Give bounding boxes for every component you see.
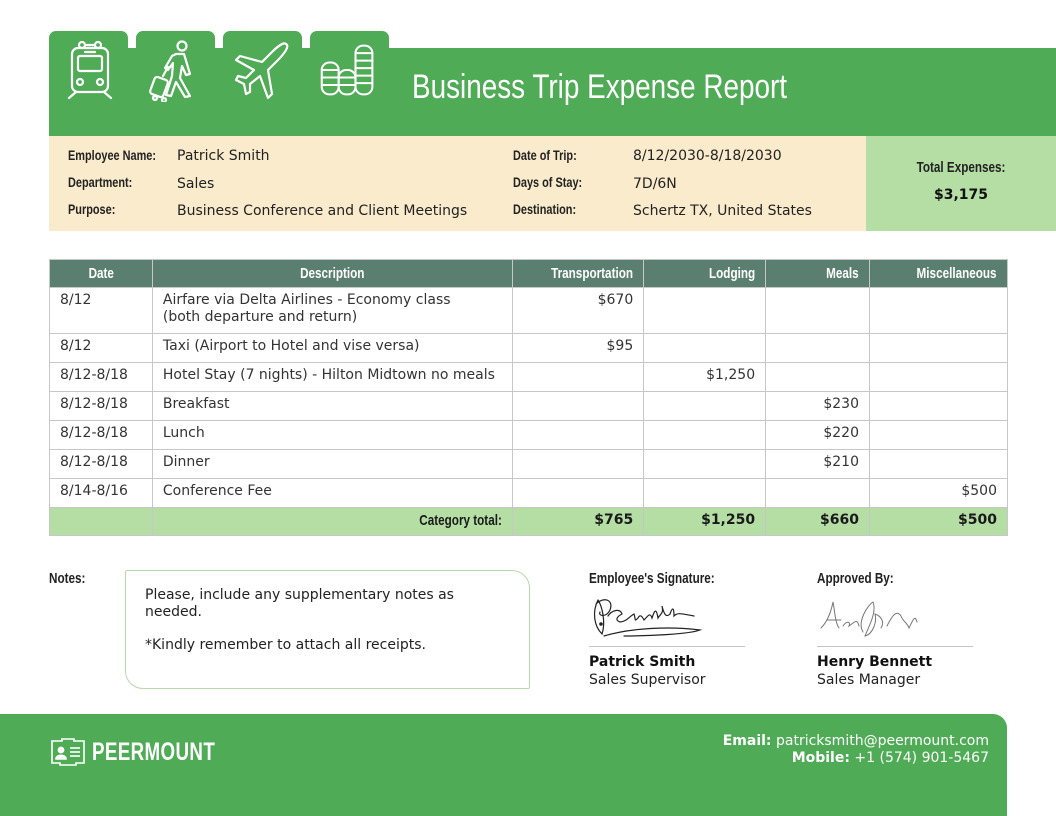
cell-lodging: $1,250: [644, 363, 766, 392]
employee-signature-line: [589, 646, 745, 647]
notes-line: Please, include any supplementary notes as needed.: [145, 587, 454, 620]
cell-miscellaneous: [870, 363, 1008, 392]
email-line: [723, 733, 989, 750]
days-of-stay-value: 7D/6N: [633, 176, 677, 192]
cell-meals: [766, 363, 870, 392]
cell-description: [152, 288, 512, 334]
cell-date: 8/12: [50, 288, 153, 334]
cell-date: 8/12-8/18: [50, 450, 153, 479]
total-expenses-label: Total Expenses:: [916, 159, 1006, 176]
contact-info: [723, 733, 989, 767]
approver-signature-role: Sales Manager: [817, 672, 921, 688]
approver-signature-line: [817, 646, 973, 647]
table-row: [50, 288, 1008, 334]
purpose-value: Business Conference and Client Meetings: [177, 203, 468, 219]
notes-line: *Kindly remember to attach all receipts.: [145, 637, 426, 653]
cell-miscellaneous: $500: [870, 479, 1008, 508]
employee-signature-label: Employee's Signature:: [589, 570, 715, 587]
table-row: [50, 392, 1008, 421]
table-row: [50, 421, 1008, 450]
total-transportation: $765: [513, 508, 644, 536]
total-miscellaneous: $500: [870, 508, 1008, 536]
cell-miscellaneous: [870, 450, 1008, 479]
date-of-trip-value: 8/12/2030-8/18/2030: [633, 148, 782, 164]
mobile-line: [723, 750, 989, 767]
cell-meals: [766, 479, 870, 508]
approver-signature-name: Henry Bennett: [817, 654, 933, 670]
train-icon: [60, 38, 120, 102]
department-value: Sales: [177, 176, 215, 192]
employee-name-label: Employee Name:: [68, 147, 157, 163]
id-card-icon: [50, 738, 86, 766]
cell-description: Lunch: [152, 421, 512, 450]
mobile-number: +1 (574) 901-5467: [854, 750, 989, 766]
cell-date: 8/14-8/16: [50, 479, 153, 508]
cell-lodging: [644, 421, 766, 450]
cell-miscellaneous: [870, 421, 1008, 450]
brand-logo: [50, 736, 256, 768]
total-expenses-value: $3,175: [933, 187, 989, 203]
traveler-luggage-icon: [146, 38, 206, 102]
column-header-meals: Meals: [766, 260, 870, 288]
notes-box[interactable]: [125, 570, 530, 689]
cell-lodging: [644, 334, 766, 363]
cell-meals: [766, 288, 870, 334]
cell-transportation: $95: [513, 334, 644, 363]
cell-meals: $220: [766, 421, 870, 450]
column-header-lodging: Lodging: [644, 260, 766, 288]
cell-transportation: [513, 450, 644, 479]
cell-miscellaneous: [870, 392, 1008, 421]
destination-label: Destination:: [513, 201, 577, 217]
cell-description: Conference Fee: [152, 479, 512, 508]
mobile-label: Mobile:: [791, 750, 850, 766]
approver-signature-image: [817, 592, 947, 642]
date-of-trip-label: Date of Trip:: [513, 147, 577, 163]
table-row: [50, 334, 1008, 363]
table-header-row: [50, 260, 1008, 288]
cell-description: Hotel Stay (7 nights) - Hilton Midtown no meals: [152, 363, 512, 392]
cell-transportation: $670: [513, 288, 644, 334]
cell-meals: [766, 334, 870, 363]
table-row: [50, 479, 1008, 508]
column-header-transportation: Transportation: [513, 260, 644, 288]
destination-value: Schertz TX, United States: [633, 203, 812, 219]
total-meals: $660: [766, 508, 870, 536]
cell-meals: $210: [766, 450, 870, 479]
table-row: [50, 363, 1008, 392]
column-header-description: Description: [152, 260, 512, 288]
cell-date: 8/12: [50, 334, 153, 363]
purpose-label: Purpose:: [68, 201, 116, 217]
column-header-miscellaneous: Miscellaneous: [870, 260, 1008, 288]
cell-miscellaneous: [870, 288, 1008, 334]
employee-signature-image: [590, 592, 720, 642]
days-of-stay-label: Days of Stay:: [513, 174, 583, 190]
brand-name: PEERMOUNT: [92, 737, 216, 766]
cell-transportation: [513, 392, 644, 421]
employee-name-value: Patrick Smith: [177, 148, 270, 164]
cell-date: 8/12-8/18: [50, 392, 153, 421]
cell-empty: [50, 508, 153, 536]
cell-meals: $230: [766, 392, 870, 421]
total-lodging: $1,250: [644, 508, 766, 536]
trip-info-panel: [49, 136, 866, 231]
notes-label: Notes:: [49, 570, 86, 587]
airplane-icon: [232, 38, 292, 102]
description-line: (both departure and return): [162, 309, 358, 325]
email-label: Email:: [722, 733, 772, 749]
cell-date: 8/12-8/18: [50, 421, 153, 450]
cell-lodging: [644, 288, 766, 334]
cell-transportation: [513, 479, 644, 508]
cell-transportation: [513, 421, 644, 450]
description-line: Airfare via Delta Airlines - Economy class: [162, 292, 451, 308]
table-row: [50, 450, 1008, 479]
column-header-date: Date: [50, 260, 153, 288]
total-expenses-box: [866, 136, 1056, 231]
cell-description: Taxi (Airport to Hotel and vise versa): [152, 334, 512, 363]
cell-miscellaneous: [870, 334, 1008, 363]
cell-description: Dinner: [152, 450, 512, 479]
employee-signature-name: Patrick Smith: [589, 654, 696, 670]
cell-lodging: [644, 450, 766, 479]
cell-description: Breakfast: [152, 392, 512, 421]
cell-date: 8/12-8/18: [50, 363, 153, 392]
cell-lodging: [644, 392, 766, 421]
category-total-row: [50, 508, 1008, 536]
page-title: Business Trip Expense Report: [412, 68, 788, 106]
cell-lodging: [644, 479, 766, 508]
cell-transportation: [513, 363, 644, 392]
employee-signature-role: Sales Supervisor: [589, 672, 706, 688]
department-label: Department:: [68, 174, 133, 190]
approver-signature-label: Approved By:: [817, 570, 894, 587]
email-link[interactable]: patricksmith@peermount.com: [775, 733, 989, 749]
expense-table: [49, 259, 1008, 536]
category-total-label: Category total:: [152, 508, 512, 536]
coin-stacks-icon: [318, 38, 378, 102]
